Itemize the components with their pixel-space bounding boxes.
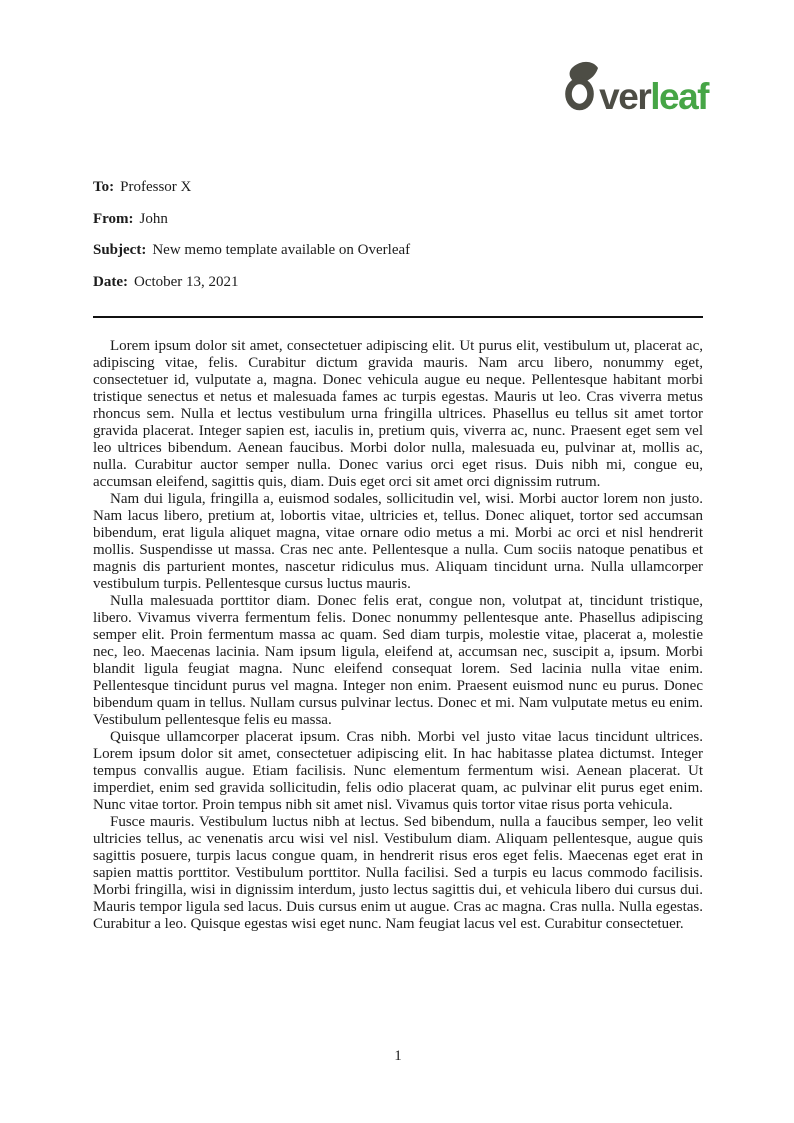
memo-field-date-label: Date:: [93, 273, 128, 290]
memo-field-subject-value: New memo template available on Overleaf: [152, 242, 411, 258]
overleaf-logo: [563, 60, 708, 117]
memo-field-to-value: Professor X: [120, 179, 192, 195]
memo-field-subject: [93, 242, 705, 259]
memo-field-to: [93, 179, 705, 196]
memo-field-from-value: John: [139, 210, 168, 227]
memo-field-date: [93, 274, 705, 291]
body-paragraph-3: Nulla malesuada porttitor diam. Donec felis erat, congue non, volutpat at, tincidunt tristique, libero. Vivamus viverra fermentum felis. Donec nonummy pellentesque ante. Phasellus adipiscing semper elit. Proin fermentum massa ac quam. Sed diam turpis, molestie vitae, placerat a, molestie nec, leo. Maecenas lacinia. Nam ipsum ligula, eleifend at, accumsan nec, suscipit a, ipsum. Morbi blandit ligula feugiat magna. Nunc eleifend consequat lorem. Sed lacinia nulla vitae enim. Pellentesque tincidunt purus vel magna. Integer non enim. Praesent euismod nunc eu purus. Donec bibendum quam in tellus. Nullam cursus pulvinar lectus. Donec et mi. Nam vulputate metus eu enim. Vestibulum pellentesque felis eu massa.: [93, 593, 703, 728]
divider-rule: [93, 316, 703, 318]
memo-body: [93, 338, 703, 933]
page-footer: [93, 1048, 703, 1065]
body-paragraph-4: Quisque ullamcorper placerat ipsum. Cras nibh. Morbi vel justo vitae lacus tincidunt ultrices. Lorem ipsum dolor sit amet, consectetuer adipiscing elit. In hac habitasse platea dictumst. Integer tempus convallis augue. Etiam facilisis. Nunc elementum fermentum wisi. Aenean placerat. Ut imperdiet, enim sed gravida sollicitudin, felis odio placerat quam, ac pulvinar elit purus eget enim. Nunc vitae tortor. Proin tempus nibh sit amet nisl. Vivamus quis tortor vitae risus porta vehicula.: [93, 729, 703, 813]
memo-field-subject-label: Subject:: [93, 242, 147, 258]
memo-field-from: [93, 211, 705, 228]
body-paragraph-2: Nam dui ligula, fringilla a, euismod sodales, sollicitudin vel, wisi. Morbi auctor lorem non justo. Nam lacus libero, pretium at, lobortis vitae, ultricies et, tellus. Donec aliquet, tortor sed accumsan bibendum, erat ligula aliquet magna, vitae ornare odio metus a mi. Morbi ac orci et nisl hendrerit mollis. Suspendisse ut massa. Cras nec ante. Pellentesque a nulla. Cum sociis natoque penatibus et magnis dis parturient montes, nascetur ridiculus mus. Aliquam tincidunt urna. Nulla ullamcorper vestibulum turpis. Pellentesque cursus luctus mauris.: [93, 491, 703, 592]
memo-field-to-label: To:: [93, 179, 115, 195]
memo-field-from-label: From:: [93, 210, 134, 227]
overleaf-o-leaf-icon: [563, 60, 599, 112]
overleaf-wordmark-green: leaf: [650, 75, 708, 117]
body-paragraph-5: Fusce mauris. Vestibulum luctus nibh at lectus. Sed bibendum, nulla a faucibus semper, leo velit ultricies tellus, ac venenatis arcu wisi vel nisl. Vestibulum diam. Aliquam pellentesque, augue quis sagittis posuere, turpis lacus congue quam, in hendrerit risus eros eget felis. Maecenas eget erat in sapien mattis porttitor. Vestibulum porttitor. Nulla facilisi. Sed a turpis eu lacus commodo facilisis. Morbi fringilla, wisi in dignissim interdum, justo lectus sagittis dui, et vehicula libero dui cursus dui. Mauris tempor ligula sed lacus. Duis cursus enim ut augue. Cras ac magna. Cras nulla. Nulla egestas. Curabitur a leo. Quisque egestas wisi eget nunc. Nam feugiat lacus vel est. Curabitur consectetuer.: [93, 814, 703, 932]
memo-header-fields: [93, 179, 705, 305]
body-paragraph-1: Lorem ipsum dolor sit amet, consectetuer adipiscing elit. Ut purus elit, vestibulum ut, placerat ac, adipiscing vitae, felis. Curabitur dictum gravida mauris. Nam arcu libero, nonummy eget, consectetuer id, vulputate a, magna. Donec vehicula augue eu neque. Pellentesque habitant morbi tristique senectus et netus et malesuada fames ac turpis egestas. Mauris ut leo. Cras viverra metus rhoncus sem. Nulla et lectus vestibulum urna fringilla ultrices. Phasellus eu tellus sit amet tortor gravida placerat. Integer sapien est, iaculis in, pretium quis, viverra ac, nunc. Praesent eget sem vel leo ultrices bibendum. Aenean faucibus. Morbi dolor nulla, malesuada eu, pulvinar at, mollis ac, nulla. Curabitur auctor semper nulla. Donec varius orci eget risus. Duis nibh mi, congue eu, accumsan eleifend, sagittis quis, diam. Duis eget orci sit amet orci dignissim rutrum.: [93, 338, 703, 490]
overleaf-wordmark-gray: ver: [599, 75, 651, 117]
overleaf-wordmark: [599, 75, 708, 117]
memo-field-date-value: October 13, 2021: [133, 273, 239, 290]
page-number: 1: [394, 1048, 402, 1064]
